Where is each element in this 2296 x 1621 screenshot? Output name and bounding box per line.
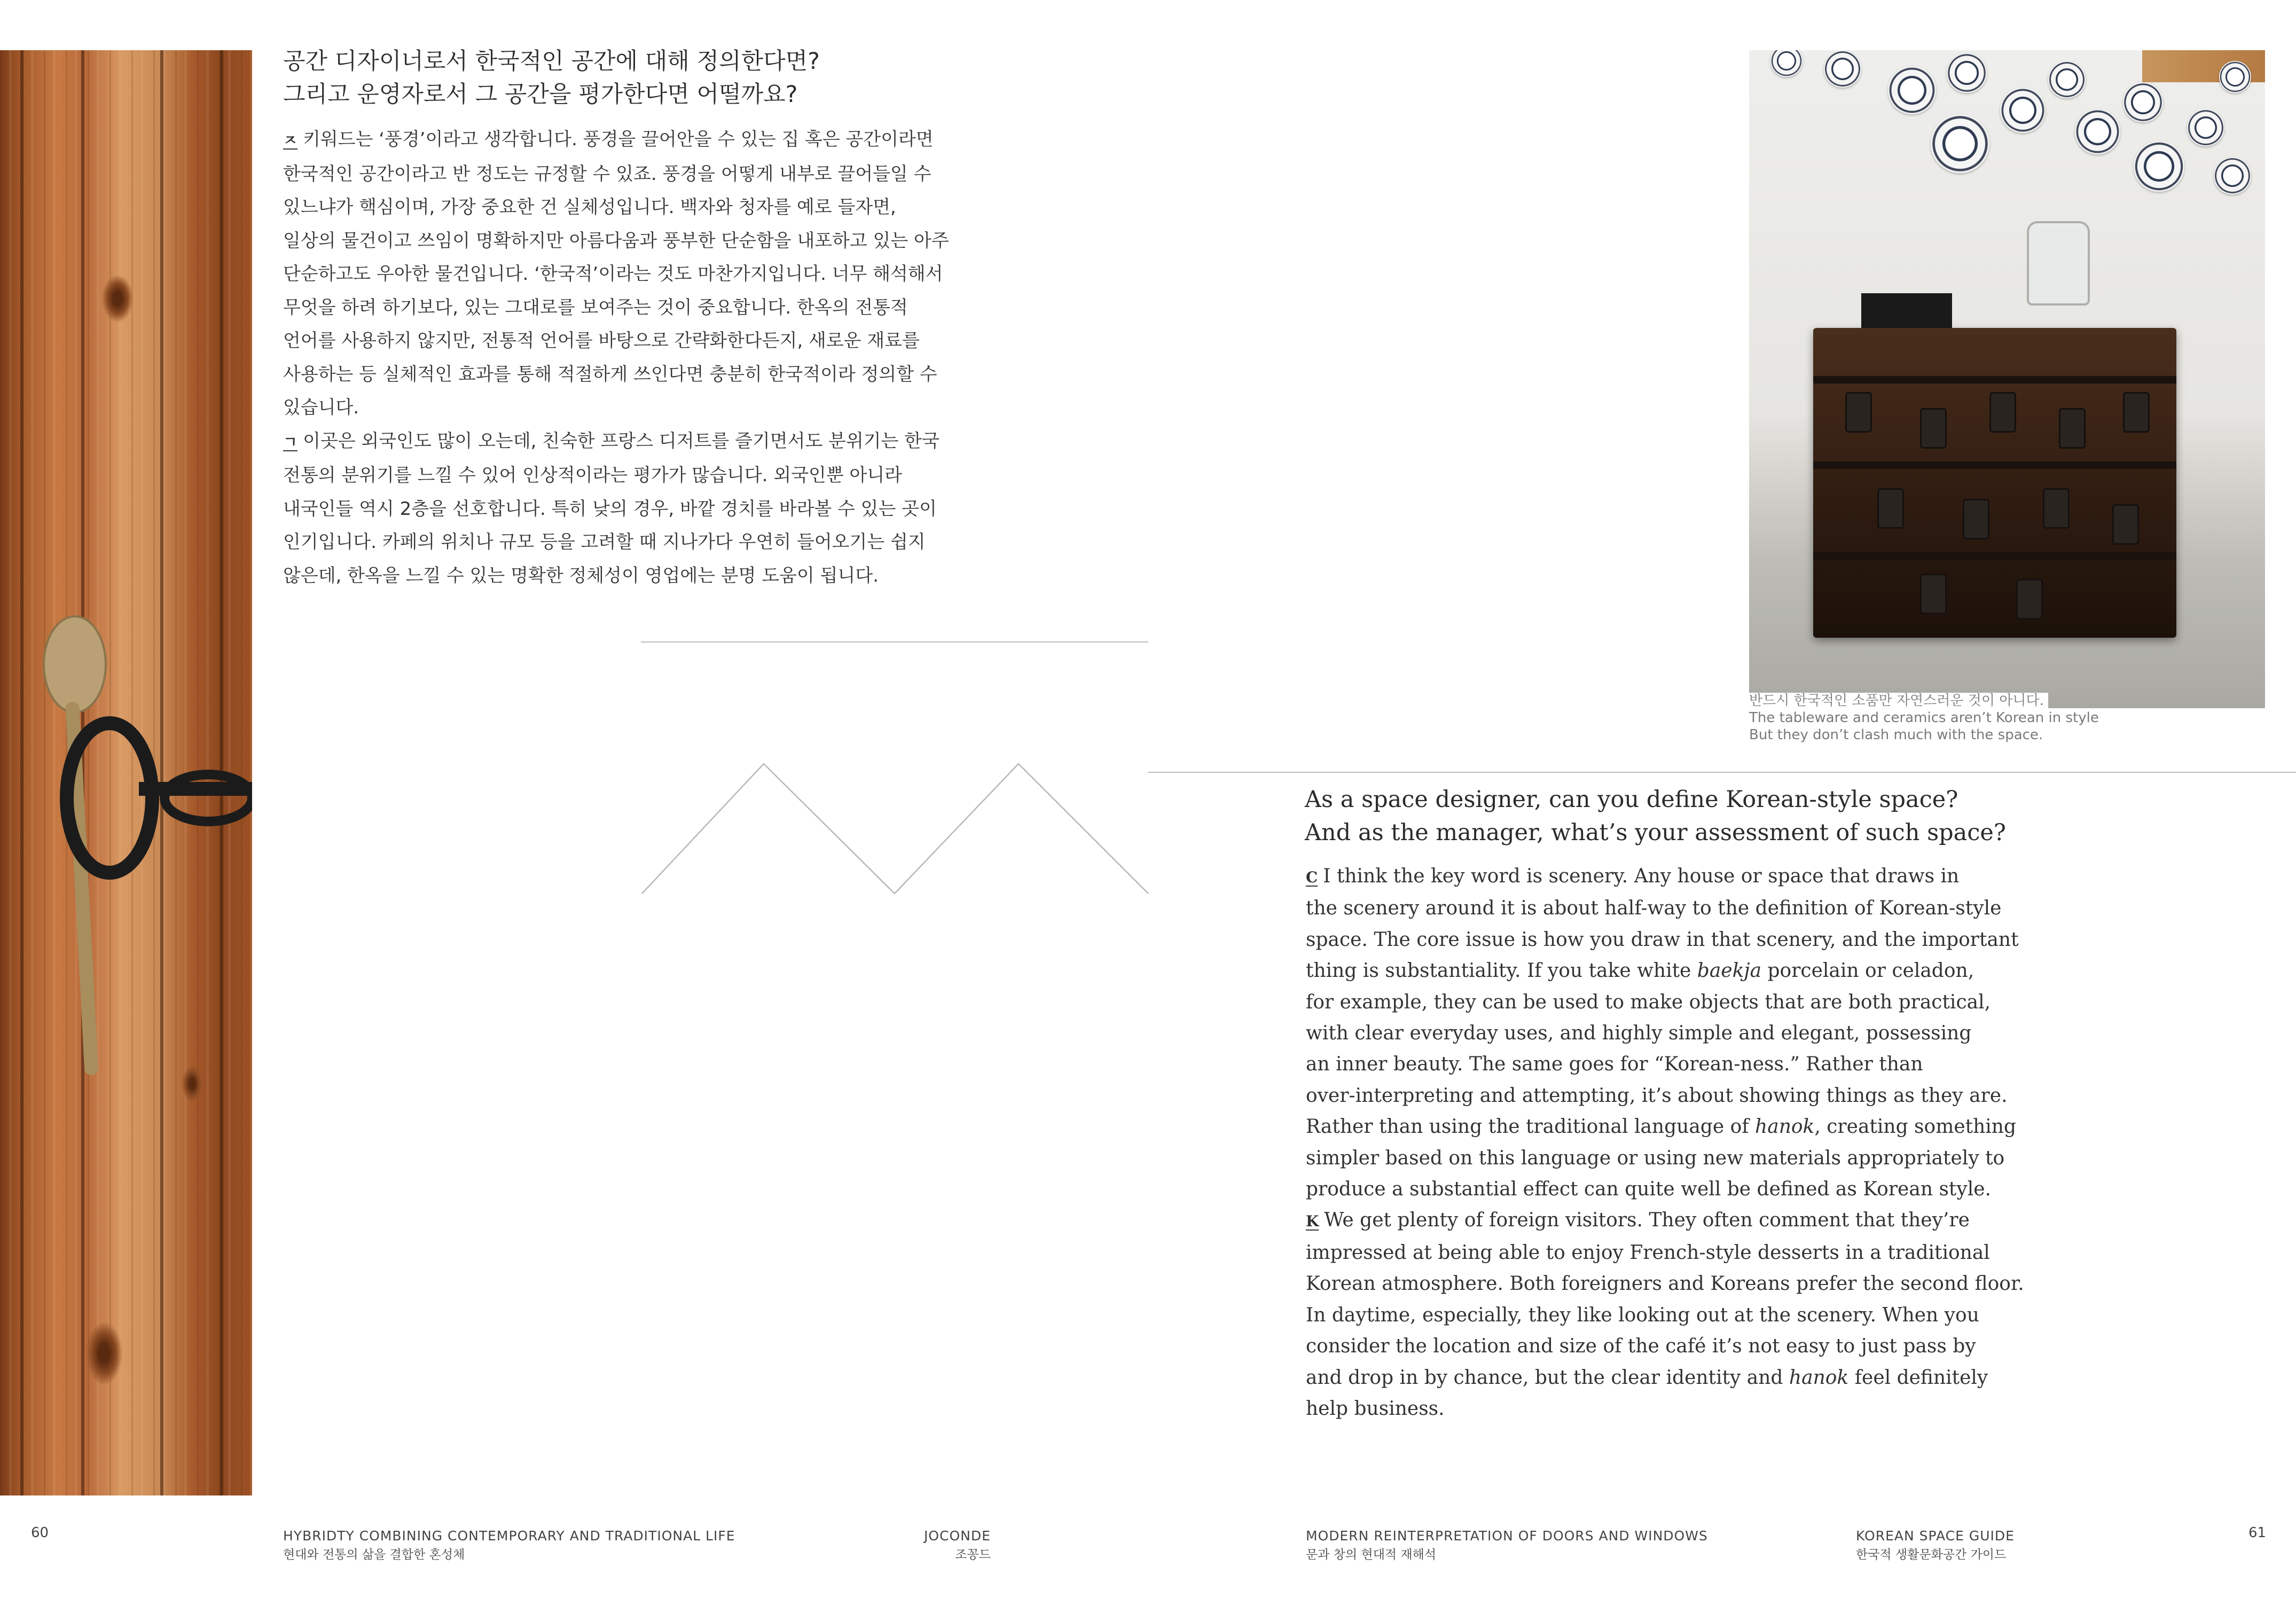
zigzag-roof-line (641, 763, 1149, 902)
korean-answer-body (283, 123, 1004, 592)
left-venue-title-ko: 조꽁드 (955, 1548, 991, 1562)
english-answer2-line: consider the location and size of the café it’s not easy to just pass by (1306, 1335, 1976, 1358)
english-answer2-line: Korean atmosphere. Both foreigners and Koreans prefer the second floor. (1306, 1273, 2024, 1295)
divider-line (1148, 772, 2296, 773)
english-answer-body (1306, 861, 2024, 1424)
korean-answer2-line: 내국인들 역시 2층을 선호합니다. 특히 낮의 경우, 바깥 경치를 바라볼 수 있는 곳이 (283, 498, 937, 520)
right-section-title-en: MODERN REINTERPRETATION OF DOORS AND WINDOWS (1306, 1528, 1708, 1544)
english-question (1305, 783, 2213, 849)
english-answer1-line: for example, they can be used to make objects that are both practical, (1306, 991, 1991, 1013)
left-page-number: 60 (31, 1525, 49, 1541)
korean-answer1-line: 단순하고도 우아한 물건입니다. ‘한국적’이라는 것도 마찬가지입니다. 너무 해석해서 (283, 263, 943, 285)
english-question-line: As a space designer, can you define Korean-style space? (1305, 786, 1958, 813)
english-answer1-line: produce a substantial effect can quite well be defined as Korean style. (1306, 1178, 1991, 1201)
cafe-interior-photo (1749, 50, 2265, 708)
english-answer1-line: I think the key word is scenery. Any house or space that draws in (1323, 865, 1960, 887)
korean-question (283, 45, 1031, 111)
english-answer2-line: impressed at being able to enjoy French-style desserts in a traditional (1306, 1241, 1990, 1264)
english-answer2-line: and drop in by chance, but the clear identity and hanok feel definitely (1306, 1366, 1988, 1389)
korean-answer1-line: 무엇을 하려 하기보다, 있는 그대로를 보여주는 것이 중요합니다. 한옥의 전통적 (283, 296, 908, 318)
spoon-door-handle-icon (32, 606, 252, 1129)
speaker-initial: ㄱ (283, 433, 298, 451)
speaker-initial: C (1306, 868, 1318, 886)
english-answer1-line: thing is substantiality. If you take white baekja porcelain or celadon, (1306, 960, 1974, 982)
photo-caption-english-line: The tableware and ceramics aren’t Korean in style (1749, 710, 2099, 726)
korean-answer1-line: 있습니다. (283, 397, 359, 418)
english-answer2-line: help business. (1306, 1397, 1445, 1420)
photo-caption-english-line: But they don’t clash much with the space. (1749, 727, 2043, 743)
photo-caption (1749, 692, 2099, 743)
korean-question-line: 그리고 운영자로서 그 공간을 평가한다면 어떨까요? (283, 81, 798, 108)
korean-answer1-line: 언어를 사용하지 않지만, 전통적 언어를 바탕으로 간략화한다든지, 새로운 재료를 (283, 330, 920, 351)
korean-answer1-line: 사용하는 등 실체적인 효과를 통해 적절하게 쓰인다면 충분히 한국적이라 정의할 수 (283, 363, 937, 385)
korean-answer1-line: 키워드는 ‘풍경’이라고 생각합니다. 풍경을 끌어안을 수 있는 집 혹은 공간이라면 (303, 129, 934, 150)
right-guide-title-en: KOREAN SPACE GUIDE (1856, 1528, 2015, 1544)
korean-answer2-line: 않은데, 한옥을 느낄 수 있는 명확한 정체성이 영업에는 분명 도움이 됩니다. (283, 565, 879, 586)
right-section-title-ko: 문과 창의 현대적 재해석 (1306, 1548, 1437, 1562)
left-section-title (283, 1526, 735, 1564)
english-answer1-line: the scenery around it is about half-way to the definition of Korean-style (1306, 897, 2002, 920)
korean-answer2-line: 이곳은 외국인도 많이 오는데, 친숙한 프랑스 디저트를 즐기면서도 분위기는 한국 (303, 430, 939, 452)
divider-line (641, 641, 1148, 643)
right-page-number: 61 (2248, 1525, 2267, 1541)
italic-term: hanok (1755, 1116, 1815, 1138)
right-guide-title-ko: 한국적 생활문화공간 가이드 (1856, 1548, 2007, 1562)
right-section-title (1306, 1526, 1708, 1564)
english-question-line: And as the manager, what’s your assessment of such space? (1305, 819, 2006, 846)
english-answer1-line: Rather than using the traditional language of hanok, creating something (1306, 1116, 2017, 1138)
english-answer2-line: In daytime, especially, they like looking out at the scenery. When you (1306, 1304, 1979, 1326)
korean-answer2-line: 전통의 분위기를 느낄 수 있어 인상적이라는 평가가 많습니다. 외국인뿐 아니라 (283, 465, 903, 486)
italic-term: hanok (1789, 1366, 1849, 1389)
english-answer1-line: an inner beauty. The same goes for “Korean-ness.” Rather than (1306, 1053, 1923, 1076)
left-venue-title-en: JOCONDE (924, 1528, 991, 1544)
left-venue-title (801, 1526, 991, 1564)
speaker-initial: K (1306, 1212, 1319, 1231)
korean-answer2-line: 인기입니다. 카페의 위치나 규모 등을 고려할 때 지나가다 우연히 들어오기는 쉽지 (283, 531, 926, 553)
korean-question-line: 공간 디자이너로서 한국적인 공간에 대해 정의한다면? (283, 48, 820, 75)
korean-answer1-line: 있느냐가 핵심이며, 가장 중요한 건 실체성입니다. 백자와 청자를 예로 들자면, (283, 197, 896, 218)
korean-answer1-line: 일상의 물건이고 쓰임이 명확하지만 아름다움과 풍부한 단순함을 내포하고 있는 아주 (283, 230, 949, 252)
left-section-title-ko: 현대와 전통의 삶을 결합한 혼성체 (283, 1548, 465, 1562)
right-guide-title (1856, 1526, 2015, 1564)
english-answer1-line: with clear everyday uses, and highly simple and elegant, possessing (1306, 1022, 1972, 1045)
italic-term: baekja (1697, 960, 1762, 982)
english-answer2-line: We get plenty of foreign visitors. They often comment that they’re (1324, 1209, 1970, 1232)
korean-answer1-line: 한국적인 공간이라고 반 정도는 규정할 수 있죠. 풍경을 어떻게 내부로 끌어들일 수 (283, 163, 931, 185)
left-section-title-en: HYBRIDTY COMBINING CONTEMPORARY AND TRADITIONAL LIFE (283, 1528, 735, 1544)
photo-caption-korean: 반드시 한국적인 소품만 자연스러운 것이 아니다. (1749, 693, 2048, 709)
wooden-door-photo (0, 50, 252, 1495)
speaker-initial: ㅈ (283, 131, 298, 149)
english-answer1-line: space. The core issue is how you draw in that scenery, and the important (1306, 928, 2019, 951)
english-answer1-line: over-interpreting and attempting, it’s about showing things as they are. (1306, 1084, 2008, 1107)
english-answer1-line: simpler based on this language or using new materials appropriately to (1306, 1147, 2005, 1169)
